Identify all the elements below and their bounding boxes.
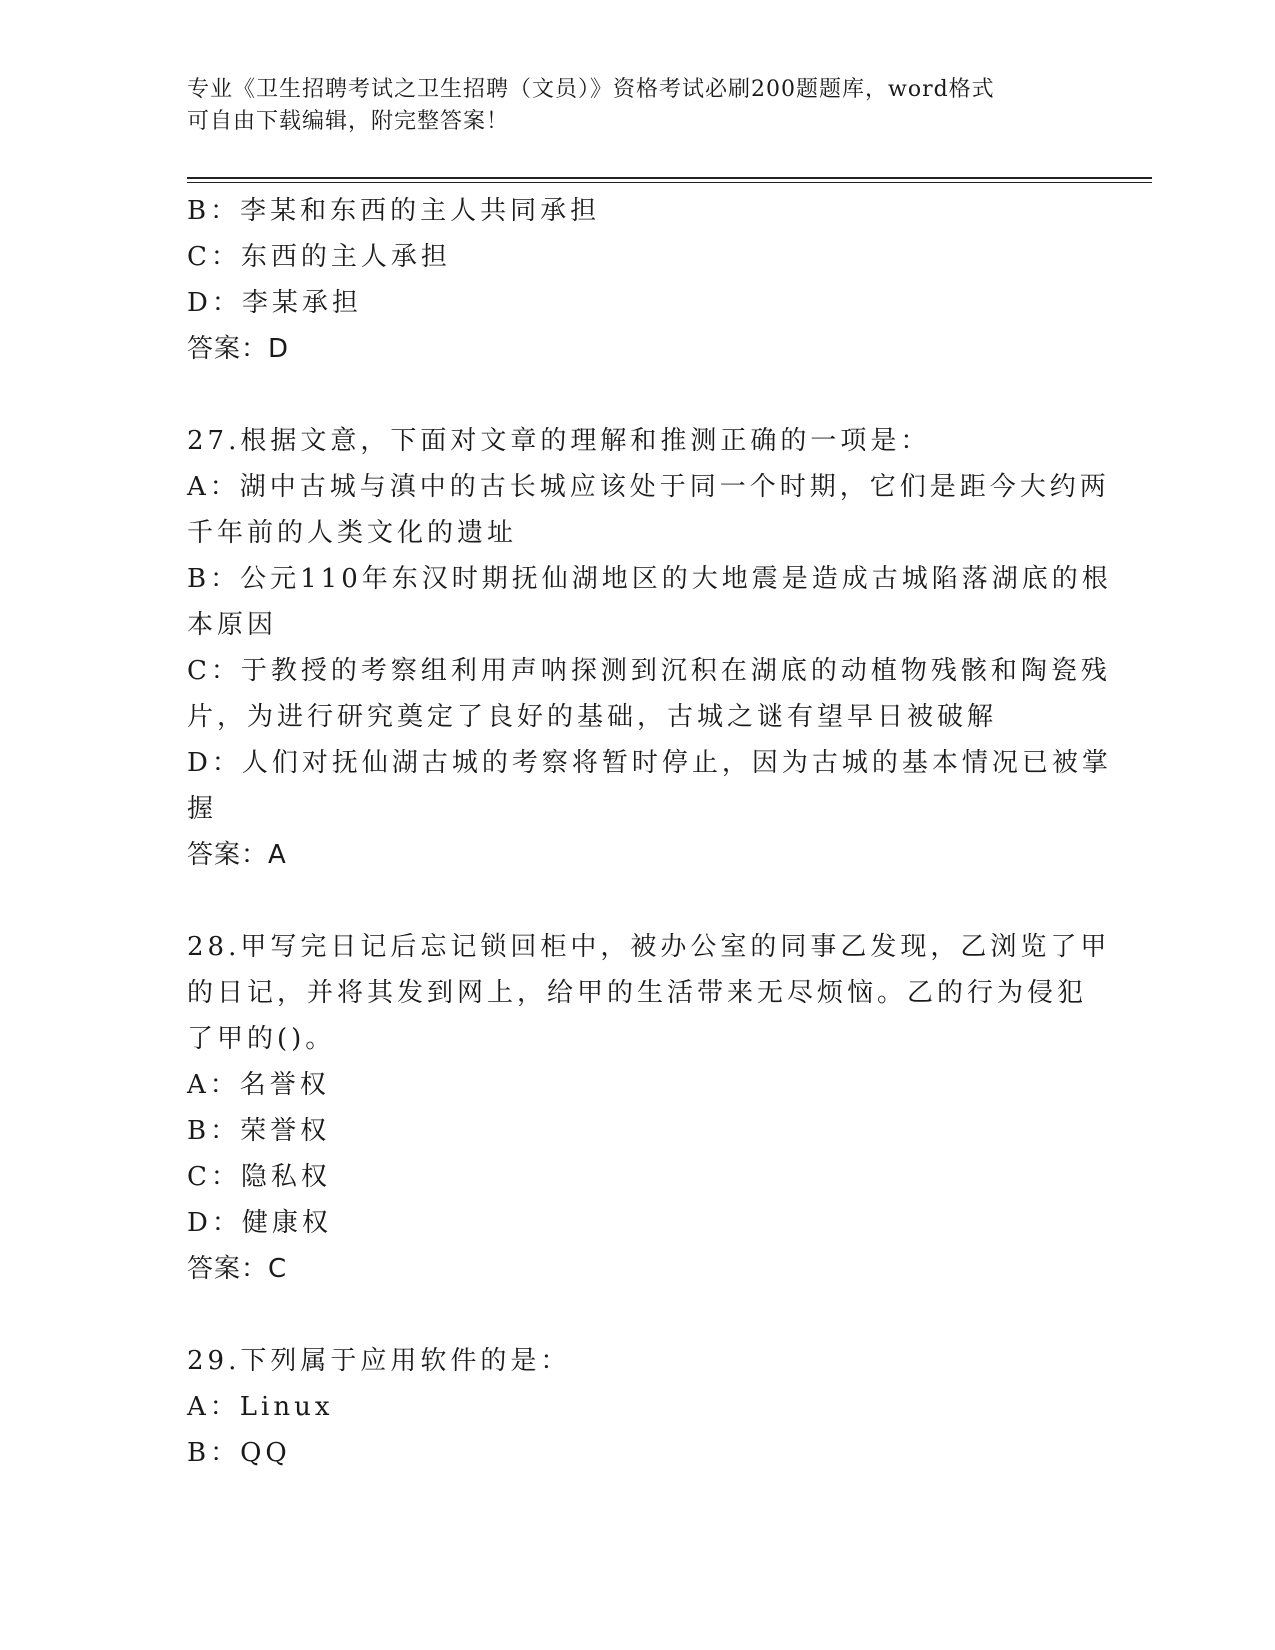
header-rule-thin: [187, 182, 1152, 183]
option-b-line-1: B：公元110年东汉时期抚仙湖地区的大地震是造成古城陷落湖底的根: [187, 564, 1112, 594]
option-c-line-1: C：于教授的考察组利用声呐探测到沉积在湖底的动植物残骸和陶瓷残: [187, 656, 1111, 686]
header-line-1: 专业《卫生招聘考试之卫生招聘（文员）》资格考试必刷200题题库，word格式: [187, 77, 995, 102]
option-a-line-1: A：湖中古城与滇中的古长城应该处于同一个时期，它们是距今大约两: [187, 472, 1110, 502]
option-d: D：健康权: [187, 1208, 332, 1238]
option-b: B：李某和东西的主人共同承担: [187, 196, 601, 226]
option-c: C：东西的主人承担: [187, 242, 451, 272]
option-c-line-2: 片，为进行研究奠定了良好的基础，古城之谜有望早日被破解: [187, 702, 998, 732]
option-a-line-2: 千年前的人类文化的遗址: [187, 518, 518, 548]
question-content: [187, 188, 1112, 1476]
question-stem: 27.根据文意，下面对文章的理解和推测正确的一项是：: [187, 426, 931, 456]
option-d-line-2: 握: [187, 794, 218, 824]
spacer: [187, 1292, 1077, 1338]
document-header: [187, 74, 1067, 138]
option-d: D：李某承担: [187, 288, 362, 318]
header-line-2: 可自由下载编辑，附完整答案！: [187, 109, 510, 134]
answer-line: 答案：C: [187, 1254, 288, 1284]
answer-line: 答案：A: [187, 840, 287, 870]
option-b: B：QQ: [187, 1438, 291, 1468]
answer-line: 答案：D: [187, 334, 290, 364]
question-29: [187, 1338, 1077, 1476]
question-27: [187, 418, 1112, 878]
option-a: A：名誉权: [187, 1070, 330, 1100]
question-stem: 29.下列属于应用软件的是：: [187, 1346, 571, 1376]
option-b: B：荣誉权: [187, 1116, 331, 1146]
option-a: A：Linux: [187, 1392, 334, 1422]
question-stem-line-3: 了甲的()。: [187, 1024, 336, 1054]
option-c: C：隐私权: [187, 1162, 331, 1192]
question-28: [187, 924, 1111, 1292]
spacer: [187, 878, 1077, 924]
header-rule-thick: [187, 177, 1152, 179]
question-stem-line-2: 的日记，并将其发到网上，给甲的生活带来无尽烦恼。乙的行为侵犯: [187, 978, 1088, 1008]
question-26: [187, 188, 1077, 372]
question-stem-line-1: 28.甲写完日记后忘记锁回柜中，被办公室的同事乙发现，乙浏览了甲: [187, 932, 1111, 962]
option-d-line-1: D：人们对抚仙湖古城的考察将暂时停止，因为古城的基本情况已被掌: [187, 748, 1112, 778]
option-b-line-2: 本原因: [187, 610, 278, 640]
spacer: [187, 372, 1077, 418]
